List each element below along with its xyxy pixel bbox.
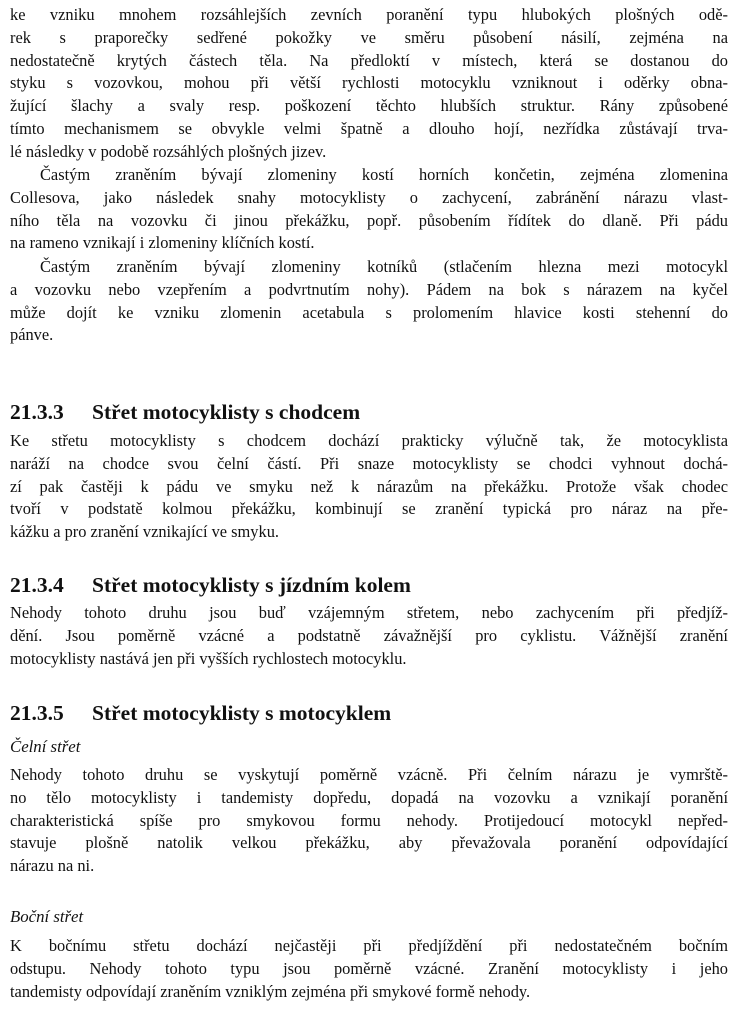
text-line: Častým zraněním bývají zlomeniny kostí horních končetin, zejména zlomenina (40, 165, 728, 184)
section-body (10, 430, 728, 544)
text-line: rek s praporečky sedřené pokožky ve směru působení násilí, zejména na (10, 27, 728, 47)
section-number: 21.3.3 (10, 400, 64, 424)
section-title: Střet motocyklisty s motocyklem (92, 701, 392, 725)
text-line: naráží na chodce svou čelní částí. Při snaze motocyklisty se chodci vyhnout dochá- (10, 453, 728, 473)
subsection-heading (10, 736, 728, 758)
text-line: nárazu na ni. (10, 856, 95, 876)
text-line: lé následky v podobě rozsáhlých plošných jizev. (10, 141, 327, 161)
section-number: 21.3.4 (10, 573, 64, 597)
text-line: ního těla na vozovku či jinou překážku, popř. působením řídítek do dlaně. Při pádu (10, 210, 728, 230)
text-line: může dojít ke vzniku zlomenin acetabula s prolomením hlavice kosti stehenní do (10, 302, 728, 322)
text-line: a vozovku nebo vzepřením a podvrtnutím nohy). Pádem na bok s nárazem na kyčel (10, 279, 728, 299)
text-line: ke vzniku mnohem rozsáhlejších zevních poranění typu hlubokých plošných odě- (10, 5, 728, 24)
text-line: kážku a pro zranění vznikající ve smyku. (10, 522, 279, 542)
text-line: motocyklisty nastává jen při vyšších rychlostech motocyklu. (10, 648, 407, 668)
text-line: styku s vozovkou, mohou při větší rychlosti motocyklu vzniknout i oděrky obna- (10, 73, 728, 93)
text-line: odstupu. Nehody tohoto typu jsou poměrně vzácné. Zranění motocyklisty i jeho (10, 958, 728, 978)
text-line: žující šlachy a svaly resp. poškození těchto hlubších struktur. Rány způsobené (10, 96, 728, 116)
subsection-body (10, 935, 728, 1003)
text-line: tvoří v podstatě kolmou překážku, kombinují se zranění typická pro náraz na pře- (10, 499, 728, 519)
text-line: K bočnímu střetu dochází nejčastěji při předjíždění při nedostatečném bočním (10, 936, 728, 955)
text-line: na rameno vznikají i zlomeniny klíčních kostí. (10, 233, 315, 253)
section-number: 21.3.5 (10, 701, 64, 725)
subsection-heading (10, 906, 728, 928)
subsection-title: Čelní střet (10, 737, 81, 756)
text-line: pánve. (10, 325, 54, 345)
text-line: charakteristická spíše pro smykovou formu nehody. Protijedoucí motocykl nepřed- (10, 810, 728, 830)
text-line: nedostatečně krytých částech těla. Na předloktí v místech, která se dostanou do (10, 50, 728, 70)
paragraph-1 (10, 4, 728, 164)
section-heading (10, 700, 728, 726)
subsection-body (10, 764, 728, 878)
section-heading (10, 399, 728, 425)
text-line: no tělo motocyklisty i tandemisty dopředu, dopadá na vozovku a vznikají poranění (10, 787, 728, 807)
subsection-title: Boční střet (10, 907, 84, 926)
text-line: tandemisty odpovídají zraněním vzniklým zejména při smykové formě nehody. (10, 981, 531, 1001)
paragraph-3 (10, 256, 728, 347)
section-body (10, 602, 728, 670)
text-line: tímto mechanismem se obvykle velmi špatně a dlouho hojí, nezřídka zůstávají trva- (10, 118, 728, 138)
text-line: Častým zraněním bývají zlomeniny kotníků (stlačením hlezna mezi motocykl (40, 257, 728, 276)
text-line: Nehody tohoto druhu jsou buď vzájemným střetem, nebo zachycením při předjíž- (10, 603, 728, 622)
text-line: Collesova, jako následek snahy motocyklisty o zachycení, zabránění nárazu vlast- (10, 187, 728, 207)
text-line: dění. Jsou poměrně vzácné a podstatně závažnější pro cyklistu. Vážnější zranění (10, 625, 728, 645)
text-line: Ke střetu motocyklisty s chodcem dochází prakticky výlučně tak, že motocyklista (10, 431, 728, 450)
section-title: Střet motocyklisty s jízdním kolem (92, 573, 411, 597)
paragraph-2 (10, 164, 728, 255)
section-heading (10, 572, 728, 598)
text-line: stavuje plošně natolik velkou překážku, aby převažovala poranění odpovídající (10, 833, 728, 853)
text-line: zí pak častěji k pádu ve smyku než k nárazům na překážku. Protože však chodec (10, 476, 728, 496)
text-line: Nehody tohoto druhu se vyskytují poměrně vzácně. Při čelním nárazu je vymrště- (10, 765, 728, 784)
section-title: Střet motocyklisty s chodcem (92, 400, 361, 424)
